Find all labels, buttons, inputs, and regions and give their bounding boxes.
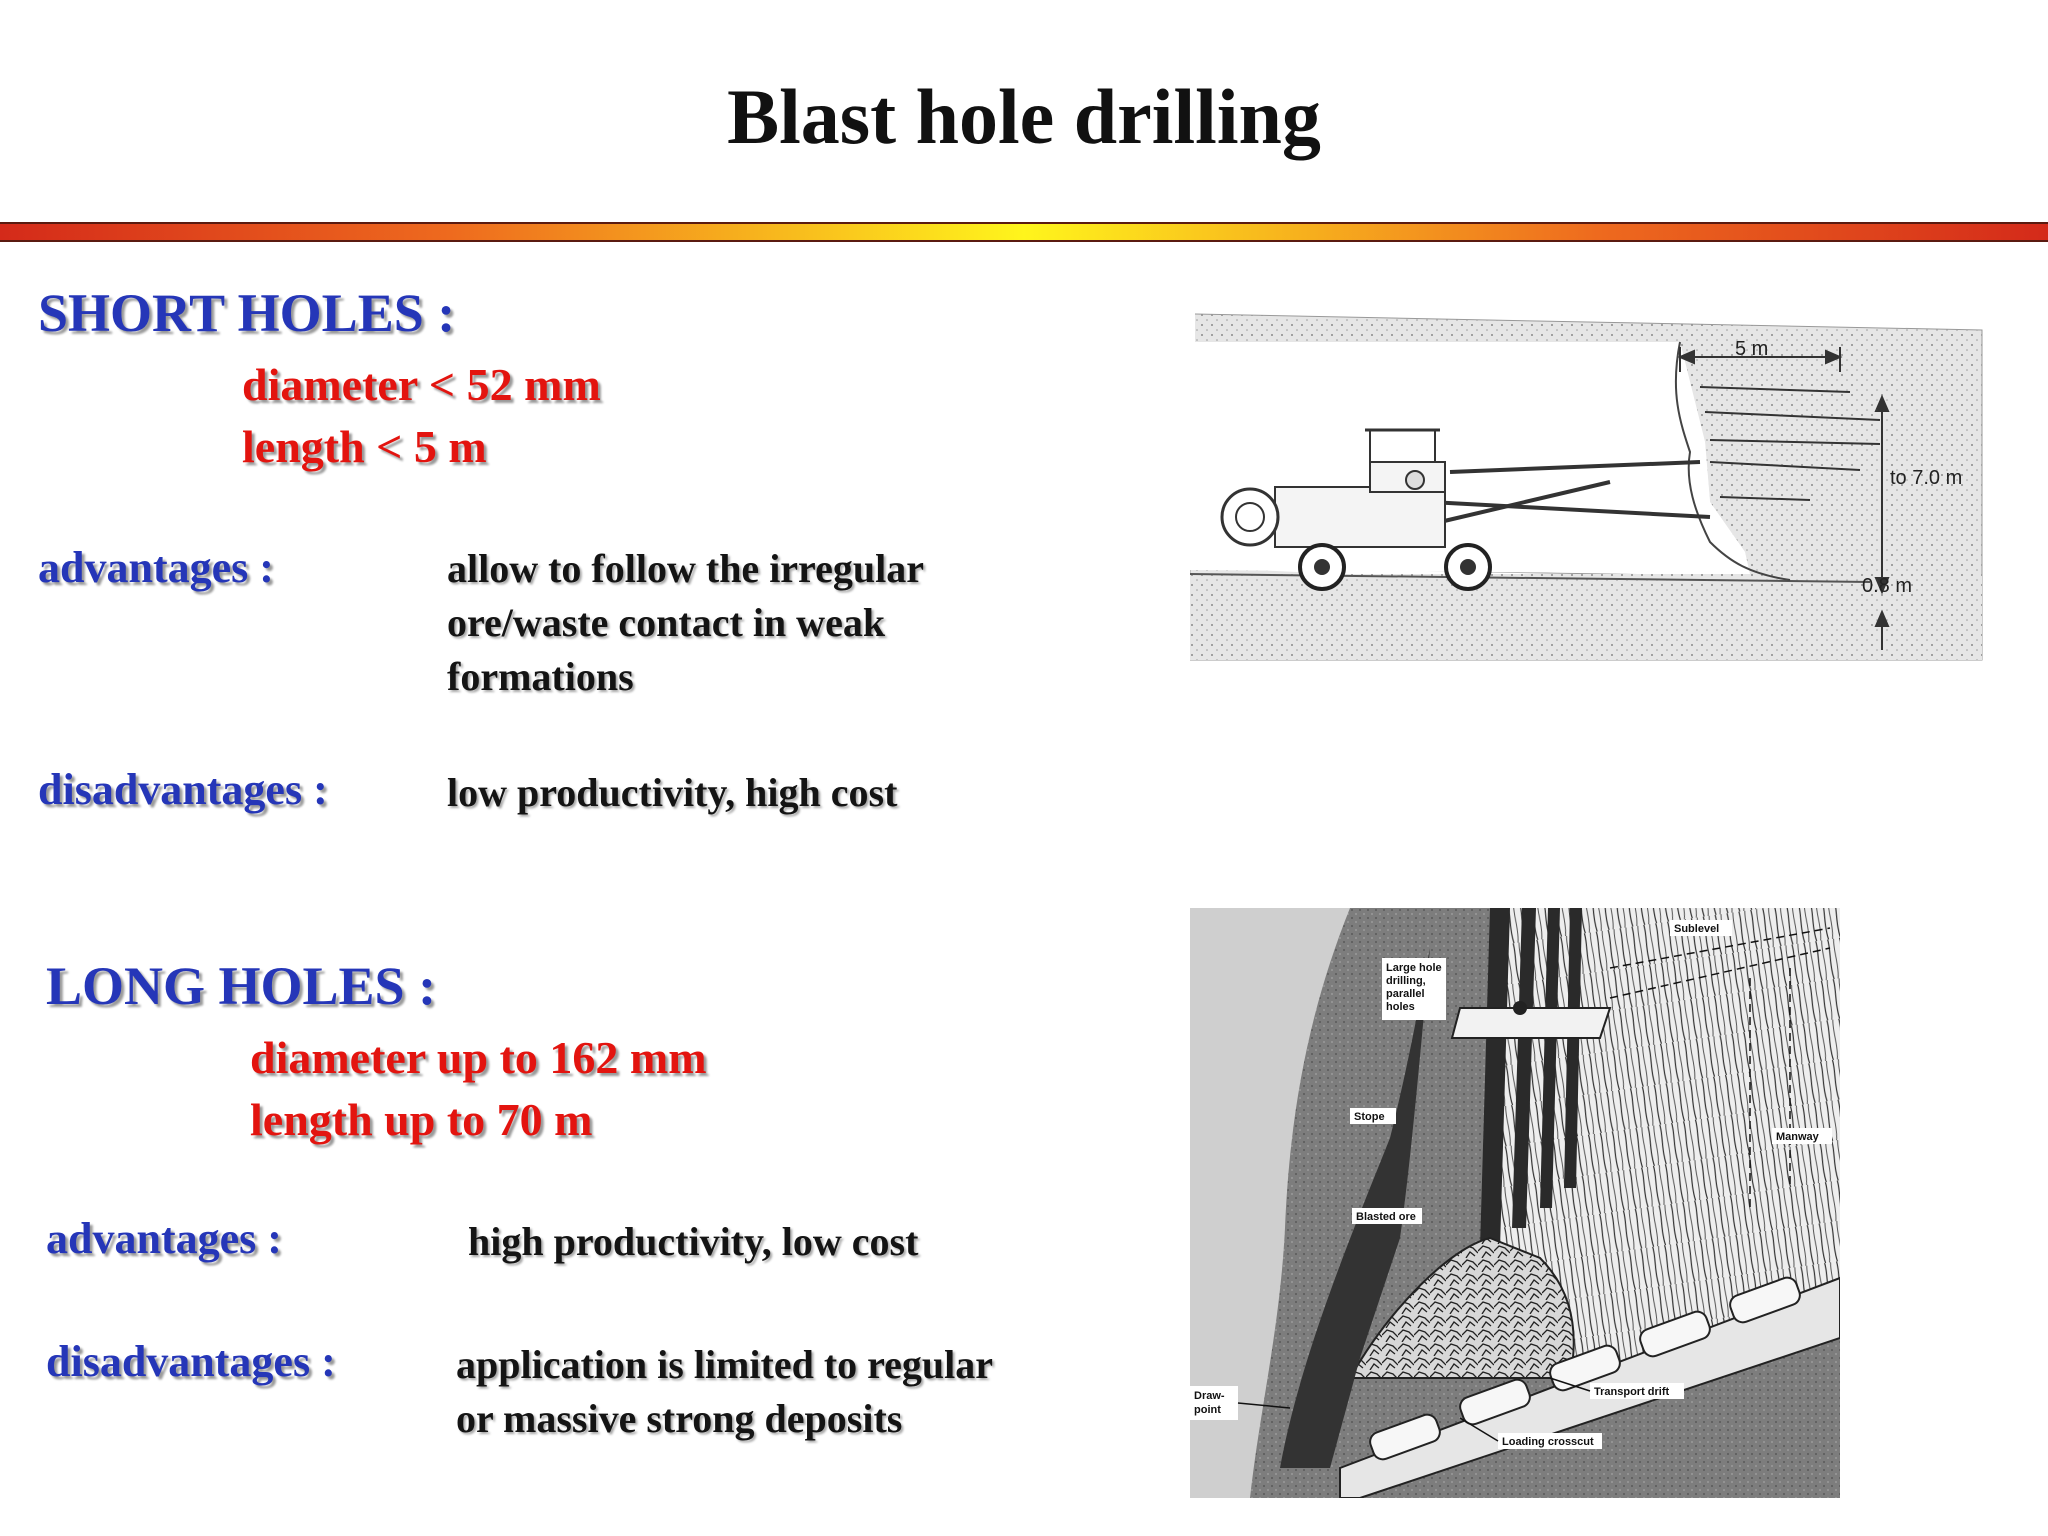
long-hole-stoping-figure (1190, 908, 1840, 1498)
dim-width-label: 5 m (1735, 338, 1769, 360)
long-advantages-text: high productivity, low cost (468, 1219, 919, 1264)
label-manway: Manway (1776, 1131, 1819, 1143)
label-large-hole: holes (1386, 1001, 1415, 1013)
short-hole-drilling-figure (1190, 312, 1985, 662)
label-large-hole: Large hole (1386, 962, 1442, 974)
label-stope: Stope (1354, 1111, 1385, 1123)
long-disadv-line: application is limited to regular (456, 1342, 994, 1387)
short-advantages-label: advantages : (38, 543, 274, 592)
dim-height-label: to 7.0 m (1890, 467, 1963, 489)
short-holes-heading: SHORT HOLES : (38, 283, 456, 343)
label-sublevel: Sublevel (1674, 923, 1720, 935)
short-disadvantages-text: low productivity, high cost (447, 770, 898, 815)
short-adv-line: allow to follow the irregular (447, 546, 924, 591)
label-large-hole: parallel (1386, 988, 1425, 1000)
short-advantages-text (447, 542, 924, 704)
short-adv-line: ore/waste contact in weak (447, 600, 886, 645)
label-drawpoint: Draw- (1194, 1390, 1225, 1402)
slide-title: Blast hole drilling (727, 73, 1321, 160)
long-length: length up to 70 m (250, 1094, 593, 1145)
short-adv-line: formations (447, 654, 634, 699)
long-disadv-line: or massive strong deposits (456, 1396, 903, 1441)
long-disadvantages-text (456, 1338, 993, 1446)
short-diameter: diameter < 52 mm (242, 359, 601, 410)
title-divider (0, 222, 2048, 242)
short-length: length < 5 m (242, 421, 487, 472)
long-diameter: diameter up to 162 mm (250, 1032, 707, 1083)
label-blasted-ore: Blasted ore (1356, 1211, 1416, 1223)
label-drawpoint: point (1194, 1404, 1221, 1416)
long-holes-heading: LONG HOLES : (46, 956, 437, 1016)
label-transport-drift: Transport drift (1594, 1386, 1670, 1398)
dim-floor-label: 0.8 m (1862, 575, 1913, 597)
long-disadvantages-label: disadvantages : (46, 1337, 336, 1386)
long-advantages-label: advantages : (46, 1214, 282, 1263)
label-large-hole: drilling, (1386, 975, 1426, 987)
label-loading-crosscut: Loading crosscut (1502, 1436, 1594, 1448)
short-disadvantages-label: disadvantages : (38, 765, 328, 814)
